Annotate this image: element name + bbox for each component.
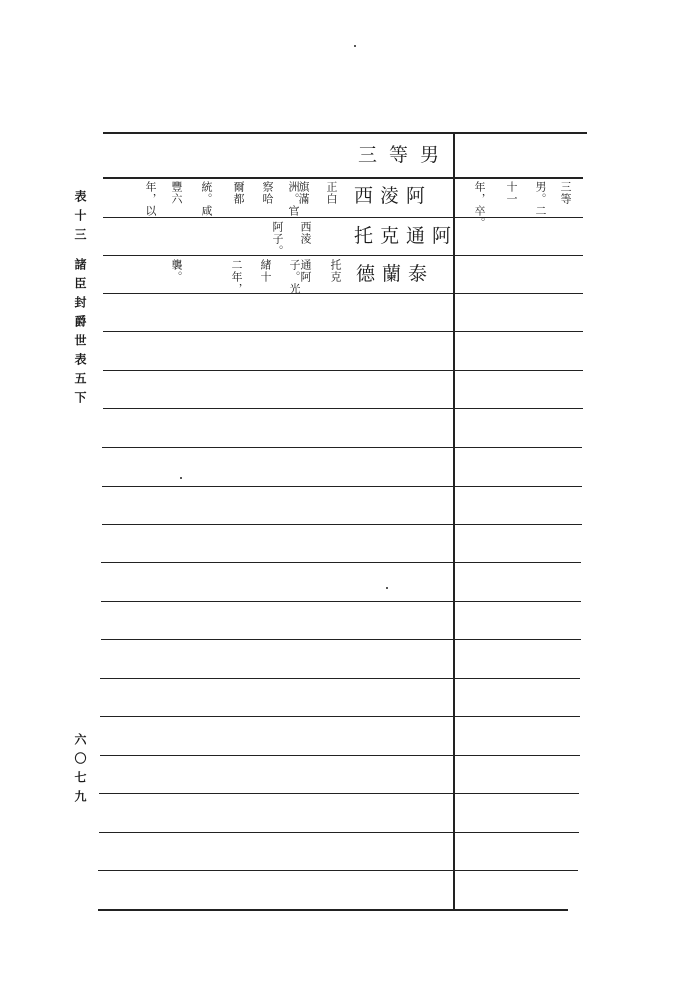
note-column: 子。光 <box>288 259 301 295</box>
page-number: 六〇七九 <box>73 733 87 809</box>
note-column: 豐六 <box>170 181 183 205</box>
note-column: 年，以 <box>144 181 157 217</box>
note-column: 阿子。 <box>271 221 284 257</box>
note-column: 統。咸 <box>200 181 213 217</box>
scan-speck <box>386 587 388 589</box>
note-column: 正白 <box>325 181 338 205</box>
note-column: 二年， <box>230 259 243 295</box>
scan-speck <box>180 477 182 479</box>
note-column: 十一 <box>505 181 518 205</box>
note-column: 襲。 <box>170 259 183 283</box>
person-name: 德蘭泰 <box>356 263 435 285</box>
note-column: 西淩 <box>299 221 312 245</box>
note-column: 洲。官 <box>287 181 300 217</box>
side-label: 表十三 諸臣封爵世表五下 <box>73 190 87 411</box>
note-column: 男。二 <box>534 181 547 217</box>
note-column: 察哈 <box>261 181 274 205</box>
scan-speck <box>354 45 356 47</box>
rank-title: 三等男 <box>358 144 452 166</box>
note-column: 通阿 <box>299 259 312 283</box>
note-column: 三等 <box>559 181 572 205</box>
note-column: 托克 <box>329 259 342 283</box>
note-column: 緒十 <box>259 259 272 283</box>
person-name: 西淩阿 <box>354 185 433 207</box>
person-name: 托克通阿 <box>354 225 459 247</box>
note-column: 爾都 <box>232 181 245 205</box>
note-column: 年，卒。 <box>473 181 486 229</box>
note-column: 旗滿 <box>297 181 310 205</box>
